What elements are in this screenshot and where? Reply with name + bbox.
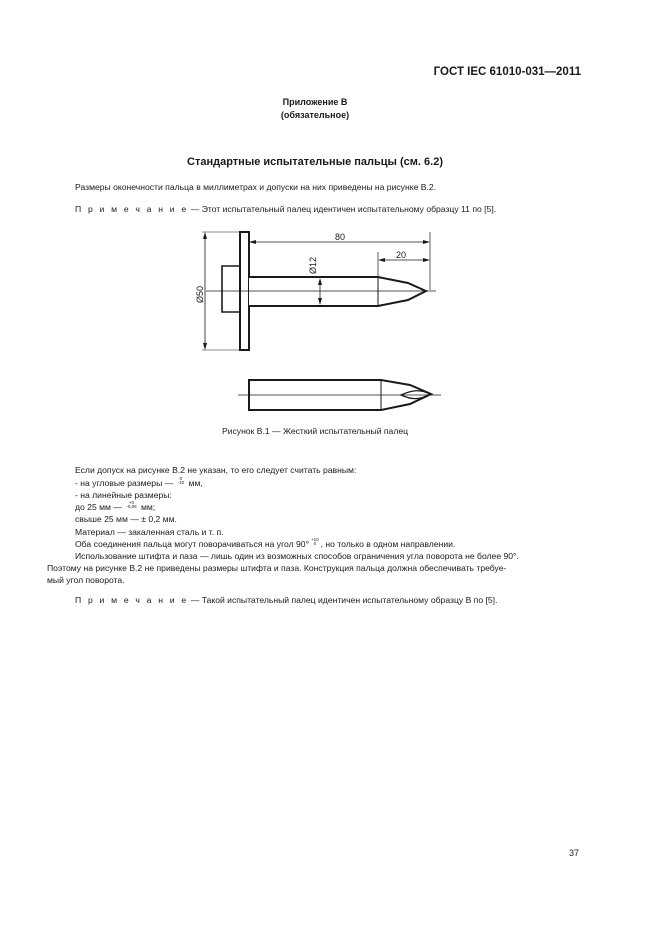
material-line: Материал — закаленная сталь и т. п. xyxy=(75,527,224,537)
tolerance-over-25: свыше 25 мм — ± 0,2 мм. xyxy=(75,514,177,524)
note-2-text: — Такой испытательный палец идентичен испытательному образцу В по [5]. xyxy=(188,595,498,605)
upto-unit: мм; xyxy=(140,502,156,512)
tolerance-upto-25 xyxy=(75,501,155,513)
upto-label: до 25 мм — xyxy=(75,502,122,512)
tolerance-angular xyxy=(75,477,203,489)
note-1-label: П р и м е ч а н и е xyxy=(75,204,189,214)
dim-head-label: Ø50 xyxy=(195,285,205,303)
rotation-text-end: , но только в одном направлении. xyxy=(320,539,456,549)
tolerance-linear: - на линейные размеры: xyxy=(75,490,172,500)
intro-paragraph: Размеры оконечности пальца в миллиметрах и допуски на них приведены на рисунке В.2. xyxy=(75,182,437,192)
rotation-tolerance: +10 0 xyxy=(311,537,319,546)
figure-caption: Рисунок В.1 — Жесткий испытательный палец xyxy=(221,426,409,436)
note-2-label: П р и м е ч а н и е xyxy=(75,595,189,605)
angular-tolerance: 0 -10 xyxy=(177,476,185,485)
page-number: 37 xyxy=(568,848,579,858)
angular-label: - на угловые размеры — xyxy=(75,478,174,488)
dim-tip-label: 20 xyxy=(396,250,407,260)
finger-hub xyxy=(222,266,240,312)
dim-diam-label: Ø12 xyxy=(308,256,318,274)
appendix-status: (обязательное) xyxy=(280,110,350,120)
appendix-title: Приложение В xyxy=(282,97,348,107)
upto-tolerance: +0 -0,05 xyxy=(126,500,137,509)
section-title: Стандартные испытательные пальцы (см. 6.2) xyxy=(187,156,443,168)
rotation-line xyxy=(75,538,455,550)
dim-length-label: 80 xyxy=(335,232,346,242)
pin-paragraph-line-2: Поэтому на рисунке В.2 не приведены размеры штифта и паза. Конструкция пальца должна обеспечивать требуе- xyxy=(47,563,507,573)
finger-shaft xyxy=(249,277,426,306)
standard-header: ГОСТ IEC 61010-031—2011 xyxy=(433,66,581,78)
tolerance-intro: Если допуск на рисунке В.2 не указан, то его следует считать равным: xyxy=(75,465,357,475)
note-2 xyxy=(75,594,497,606)
pin-paragraph-line-3: мый угол поворота. xyxy=(47,575,125,585)
note-1-text: — Этот испытательный палец идентичен испытательному образцу 11 по [5]. xyxy=(188,204,497,214)
pin-paragraph-line-1: Использование штифта и паза — лишь один из возможных способов ограничения угла поворота не более 90°. xyxy=(75,551,519,561)
angular-unit: мм, xyxy=(188,478,203,488)
rotation-text: Оба соединения пальца могут поворачиваться на угол 90° xyxy=(75,539,310,549)
